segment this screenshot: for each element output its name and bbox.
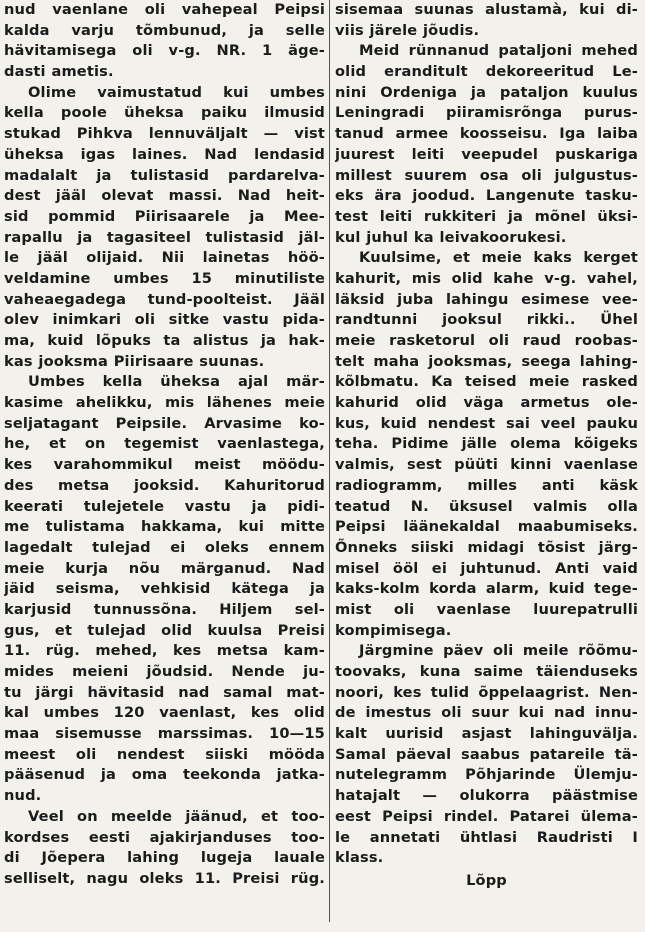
- text-line: viis järele jõudis.: [335, 21, 480, 39]
- text-line: meie rasketorul oli raud roobas-: [335, 332, 638, 349]
- text-line: jäid seisma, vehkisid kätega ja: [4, 580, 325, 598]
- text-line: kul juhul ka leivakoorukesi.: [335, 228, 567, 246]
- text-line: Umbes kella üheksa ajal mär-: [28, 373, 325, 391]
- text-line: di Jõepera lahing lugeja lauale: [4, 849, 325, 867]
- text-line: stukad Pihkva lennuväljalt — vist: [4, 125, 325, 143]
- text-line: kaks-kolm korda alarm, kuid tege-: [335, 580, 638, 598]
- text-line: mist oli vaenlase luurepatrulli: [335, 600, 638, 618]
- text-line: meest oli nendest siiski mööda: [4, 745, 325, 763]
- text-line: me tulistama hakkama, kui mitte: [4, 518, 325, 536]
- text-line: karjusid tunnussõna. Hiljem sel-: [4, 600, 325, 618]
- text-line: pääsenud ja oma teekonda jatka-: [4, 766, 325, 784]
- text-line: olid eranditult dekoreeritud Le-: [335, 63, 638, 81]
- text-line: sisemaa suunas alustamà, kui di-: [335, 1, 638, 18]
- text-line: dest jääl olevat massi. Nad heit-: [4, 187, 325, 205]
- text-line: gus, et tulejad olid kuulsa Preisi: [4, 621, 325, 639]
- text-line: juurest leiti veepudel puskariga: [335, 145, 638, 163]
- text-line: maa sisemusse marssimas. 10—15: [4, 725, 325, 743]
- text-line: tu järgi hävitasid nad samal mat-: [4, 683, 325, 701]
- text-line: dasti ametis.: [4, 63, 114, 81]
- text-line: valmis, sest püüti kinni vaenlase: [335, 456, 638, 474]
- text-line: teha. Pidime jälle olema kõigeks: [335, 435, 638, 453]
- text-line: kordses eesti ajakirjanduses too-: [4, 828, 325, 846]
- text-line: lagedalt tulejad ei oleks ennem: [4, 538, 325, 556]
- text-line: des metsa jooksid. Kahuritorud: [4, 476, 325, 494]
- column-divider: [329, 0, 330, 922]
- text-line: veldamine umbes 15 minutiliste: [4, 269, 325, 287]
- text-line: kompimisega.: [335, 621, 452, 639]
- text-line: Õnneks siiski midagi tõsist järg-: [335, 538, 638, 556]
- text-line: kes varahommikul meist möödu-: [4, 456, 325, 474]
- text-line: kõlbmatu. Ka teised meie rasked: [335, 373, 638, 391]
- text-line: kal umbes 120 vaenlast, kes olid: [4, 704, 325, 722]
- text-line: le annetati ühtlasi Raudristi I: [335, 828, 638, 846]
- text-line: Samal päeval saabus patareile tä-: [335, 745, 638, 763]
- text-line: Meid rünnanud pataljoni mehed: [359, 42, 638, 60]
- text-line: de imestus oli suur kui nad innu-: [335, 704, 638, 722]
- text-line: klass.: [335, 849, 384, 867]
- text-line: eks ära joodud. Langenute tasku-: [335, 187, 638, 205]
- text-line: kas jooksma Piirisaare suunas.: [4, 352, 265, 370]
- text-line: sid pommid Piirisaarele ja Mee-: [4, 207, 325, 225]
- text-line: randtunni jooksul rikki.. Ühel: [335, 311, 638, 329]
- text-line: keerati tulejetele vastu ja pidi-: [4, 497, 325, 515]
- text-line: üheksa igas laines. Nad lendasid: [4, 145, 325, 163]
- text-line: 11. rüg. mehed, kes metsa kam-: [4, 642, 325, 660]
- text-line: he, et on tegemist vaenlastega,: [4, 435, 325, 453]
- text-line: Veel on meelde jäänud, et too-: [28, 807, 325, 825]
- text-line: toovaks, kuna saime täienduseks: [335, 663, 638, 680]
- text-line: Järgmine päev oli meile rõõmu-: [359, 642, 638, 660]
- text-line: Peipsi läänekaldal maabumiseks.: [335, 518, 638, 536]
- text-line: olev inimkari oli sitke vastu pida-: [4, 311, 325, 329]
- text-line: kahurid olid väga armetus ole-: [335, 394, 638, 412]
- right-column: [335, 0, 638, 892]
- text-line: tanud armee koosseisu. Iga laiba: [335, 125, 638, 143]
- text-line: Kuulsime, et meie kaks kerget: [359, 249, 638, 267]
- text-line: madalalt ja tulistasid pardarelva-: [4, 166, 325, 184]
- text-line: läksid juba lahingu esimese vee-: [335, 290, 638, 308]
- text-line: hatajalt — olukorra päästmise: [335, 787, 638, 805]
- text-line: selliselt, nagu oleks 11. Preisi rüg.: [4, 869, 325, 887]
- text-line: teatud N. üksusel valmis olla: [335, 497, 638, 515]
- text-line: nini Ordeniga ja pataljon kuulus: [335, 83, 638, 101]
- text-line: nud vaenlane oli vahepeal Peipsi: [4, 1, 325, 18]
- text-line: ma, kuid lõpuks ta alistus ja hak-: [4, 332, 325, 349]
- text-line: telt maha jooksmas, seega lahing-: [335, 352, 638, 370]
- text-line: mides meieni jõudsid. Nende ju-: [4, 663, 325, 680]
- text-line: kahurit, mis olid kahe v-g. vahel,: [335, 269, 638, 287]
- text-line: misel ööl ei juhtunud. Anti vaid: [335, 559, 638, 577]
- text-line: test leiti rukkiteri ja mõnel üksi-: [335, 207, 638, 225]
- text-line: kalt uurisid asjast lahinguvälja.: [335, 725, 638, 743]
- text-line: kella poole üheksa paiku ilmusid: [4, 104, 325, 122]
- text-line: kasime ahelikku, mis lähenes meie: [4, 394, 325, 412]
- left-column: [4, 0, 325, 890]
- text-line: noori, kes tulid õppelaagrist. Nen-: [335, 683, 638, 701]
- text-line: meie kurja nõu märganud. Nad: [4, 559, 325, 577]
- text-line: nud.: [4, 787, 42, 805]
- text-line: vaheaegadega tund-poolteist. Jääl: [4, 290, 325, 308]
- text-line: radiogramm, milles anti käsk: [335, 476, 638, 494]
- text-line: Olime vaimustatud kui umbes: [28, 83, 325, 101]
- text-line: millest suurem osa oli julgustus-: [335, 166, 638, 184]
- text-line: eest Peipsi rindel. Patarei ülema-: [335, 807, 638, 825]
- text-line: seljatagant Peipsile. Arvasime ko-: [4, 414, 325, 432]
- text-line: kus, kuid nendest sai veel pauku: [335, 414, 638, 432]
- closing-word: Lõpp: [466, 871, 507, 889]
- text-line: kalda varju tõmbunud, ja selle: [4, 21, 325, 39]
- text-line: le jääl olijaid. Nii lainetas höö-: [4, 249, 325, 267]
- text-line: nutelegramm Põhjarinde Ülemju-: [335, 766, 638, 784]
- text-line: Leningradi piiramisrõnga purus-: [335, 104, 638, 122]
- text-line: rapallu ja tagasiteel tulistasid jäl-: [4, 228, 325, 246]
- text-line: hävitamisega oli v-g. NR. 1 äge-: [4, 42, 325, 60]
